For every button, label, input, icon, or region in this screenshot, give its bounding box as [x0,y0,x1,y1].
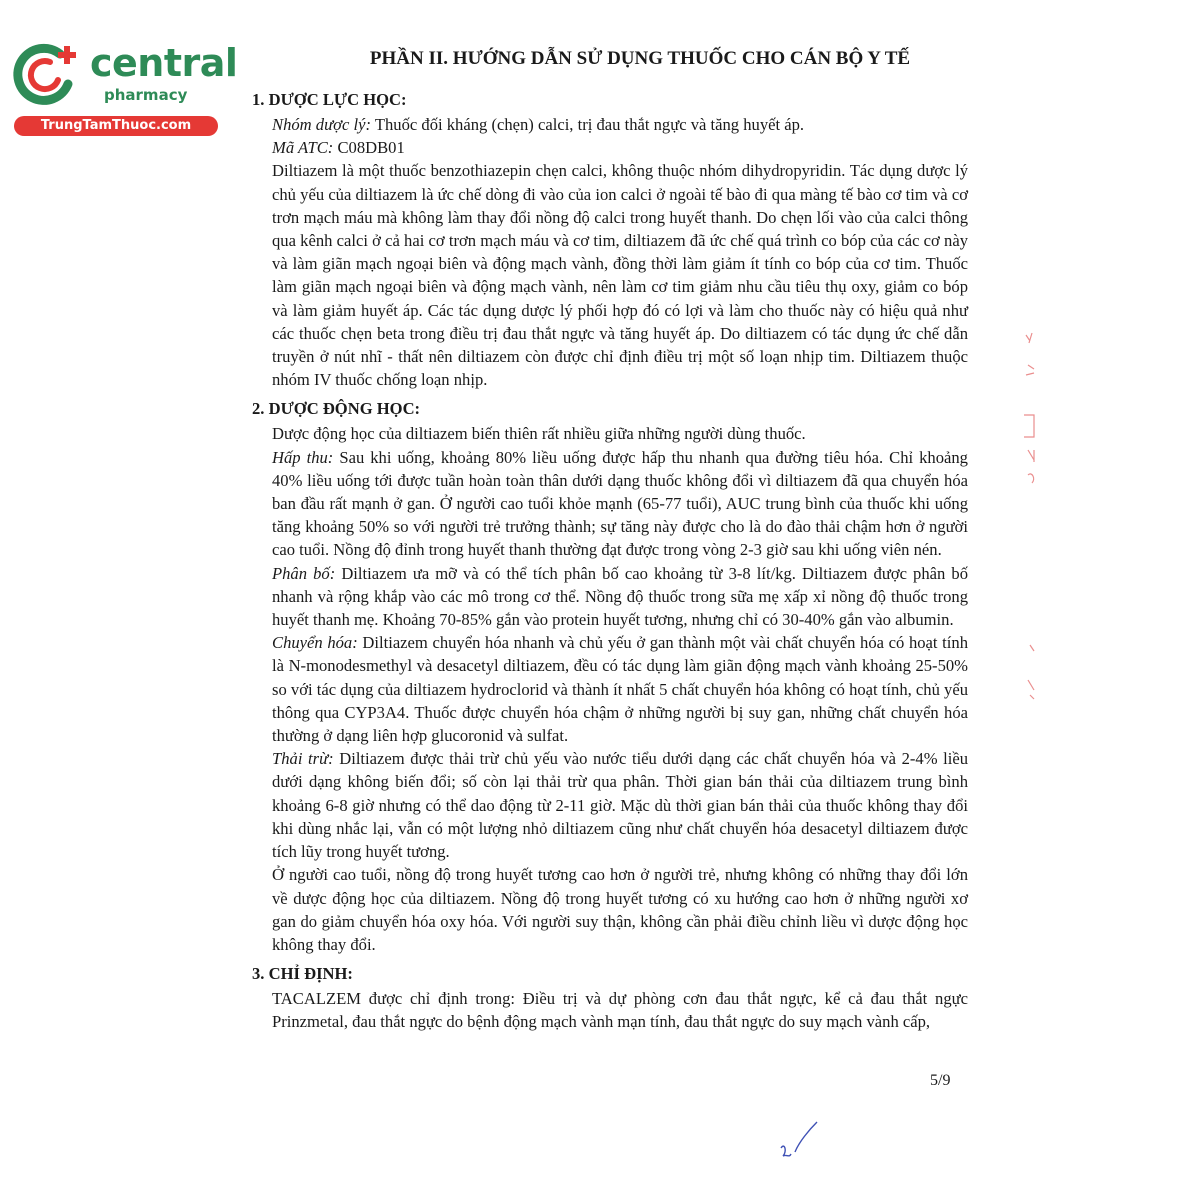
brand-url[interactable]: TrungTamThuoc.com [14,116,218,136]
field-label: Hấp thu: [272,447,334,467]
brand-logo [8,36,238,136]
field-label: Chuyển hóa: [272,633,358,653]
field-value: Diltiazem ưa mỡ và có thể tích phân bố cao khoảng từ 3-8 lít/kg. Diltiazem được phân bố nhanh và rộng khắp vào các mô trong cơ thể. Nồng độ thuốc trong sữa mẹ xấp xỉ nồng độ thuốc trong huyết thanh mẹ. Khoảng 70-85% gắn vào protein huyết tương, nhưng chỉ có 30-40% gắn vào albumin. [272,563,968,630]
field-label: Phân bố: [272,563,336,583]
field-value: Thuốc đối kháng (chẹn) calci, trị đau thắt ngực và tăng huyết áp. [371,115,805,134]
absorption-paragraph [272,446,968,562]
section-heading-pharmacodynamics: 1. DƯỢC LỰC HỌC: [252,90,407,109]
section-heading-pharmacokinetics: 2. DƯỢC ĐỘNG HỌC: [252,399,421,419]
brand-name: central [90,41,238,85]
pharmacologic-group [272,113,968,136]
section-heading-indications: 3. CHỈ ĐỊNH: [252,964,353,984]
page-title: PHẦN II. HƯỚNG DẪN SỬ DỤNG THUỐC CHO CÁN BỘ Y TẾ [369,48,911,69]
field-value: Sau khi uống, khoảng 80% liều uống được hấp thu nhanh qua đường tiêu hóa. Chỉ khoảng 40% liều uống tới được tuần hoàn toàn thân dưới dạng thuốc không đổi vì diltiazem đã qua chuyển hóa ban đầu rất mạnh ở gan. Ở người cao tuổi khỏe mạnh (65-77 tuổi), AUC trung bình của thuốc khi uống tăng khoảng 50% so với người trẻ trưởng thành; sự tăng này được cho là do đào thải chậm hơn ở người cao tuổi. Nồng độ đỉnh trong huyết thanh thường đạt được trong vòng 2-3 giờ sau khi uống viên nén. [272,447,968,560]
pharmacy-cross-logo-icon [12,40,82,110]
field-label: Nhóm dược lý: [272,115,372,134]
field-value: Diltiazem được thải trừ chủ yếu vào nước tiểu dưới dạng các chất chuyển hóa và 2-4% liều dưới dạng không biến đổi; số còn lại thải trừ qua phân. Thời gian bán thải của diltiazem trung bình khoảng 6-8 giờ nhưng có thể dao động từ 2-11 giờ. Mặc dù thời gian bán thải của thuốc không thay đổi khi dùng nhắc lại, vẫn có một lượng nhỏ diltiazem cũng như chất chuyển hóa desacetyl diltiazem được tích lũy trong huyết tương. [272,749,968,862]
paragraph: Diltiazem là một thuốc benzothiazepin chẹn calci, không thuộc nhóm dihydropyridin. Tác dụng dược lý chủ yếu của diltiazem là ức chế dòng đi vào của ion calci ở ngoài tế bào đi qua màng tế bào cơ tim và cơ trơn mạch máu mà không làm thay đổi nồng độ calci trong huyết thanh. Do chẹn lối vào của calci thông qua kênh calci ở cả hai cơ trơn mạch máu và cơ tim, diltiazem đã ức chế quá trình co bóp của các cơ này và làm giãn mạch ngoại biên và động mạch vành, đồng thời làm giảm ít tính co bóp của cơ tim. Thuốc làm giãn mạch ngoại biên và động mạch vành, nên làm cơ tim giảm nhu cầu tiêu thụ oxy, giảm co bóp và làm giảm huyết áp. Các tác dụng dược lý phối hợp đó có lợi và làm cho thuốc này có hiệu quả như các thuốc chẹn beta trong điều trị đau thắt ngực và tăng huyết áp. Do diltiazem có tác dụng ức chế dẫn truyền ở nút nhĩ - thất nên diltiazem còn được chỉ định điều trị một số loạn nhịp tim. Diltiazem thuộc nhóm IV thuốc chống loạn nhịp. [272,161,968,390]
document-body [252,48,968,1034]
field-value: C08DB01 [333,138,405,158]
paragraph: Dược động học của diltiazem biến thiên rất nhiều giữa những người dùng thuốc. [272,424,806,444]
signature-icon [775,1118,825,1168]
field-value: Diltiazem chuyển hóa nhanh và chủ yếu ở gan thành một vài chất chuyển hóa có hoạt tính là N-monodesmethyl và desacetyl diltiazem, đều có tác dụng làm giãn động mạch vành khoảng 25-50% so với tác dụng của diltiazem hydroclorid và thành ít nhất 5 chất chuyển hóa không có hoạt tính, chủ yếu thông qua CYP3A4. Thuốc được chuyển hóa chậm ở những người bị suy gan, những chất chuyển hóa thường ở dạng liên hợp glucoronid và sulfat. [272,633,968,746]
paragraph: TACALZEM được chỉ định trong: Điều trị và dự phòng cơn đau thắt ngực, kể cả đau thắt ngực Prinzmetal, đau thắt ngực do bệnh động mạch vành mạn tính, đau thắt ngực do suy mạch vành cấp, [272,989,968,1032]
field-label: Thải trừ: [272,749,334,769]
field-label: Mã ATC: [272,138,334,158]
brand-sub: pharmacy [104,86,188,104]
paragraph: Ở người cao tuổi, nồng độ trong huyết tương cao hơn ở người trẻ, nhưng không có những thay đổi lớn về dược động học của diltiazem. Nồng độ trong huyết tương có xu hướng cao hơn ở những người xơ gan do giảm chuyển hóa oxy hóa. Với người suy thận, không cần phải điều chỉnh liều vì dược động học không thay đổi. [272,865,968,954]
section-body-pharmacodynamics [252,113,968,391]
distribution-paragraph [272,562,968,632]
stamp-marks-icon [1018,325,1048,725]
elimination-paragraph [272,747,968,863]
page-number: 5/9 [930,1072,951,1089]
metabolism-paragraph [272,631,968,747]
atc-code [272,136,968,159]
section-body-pharmacokinetics [252,422,968,956]
section-body-indications [252,987,968,1033]
